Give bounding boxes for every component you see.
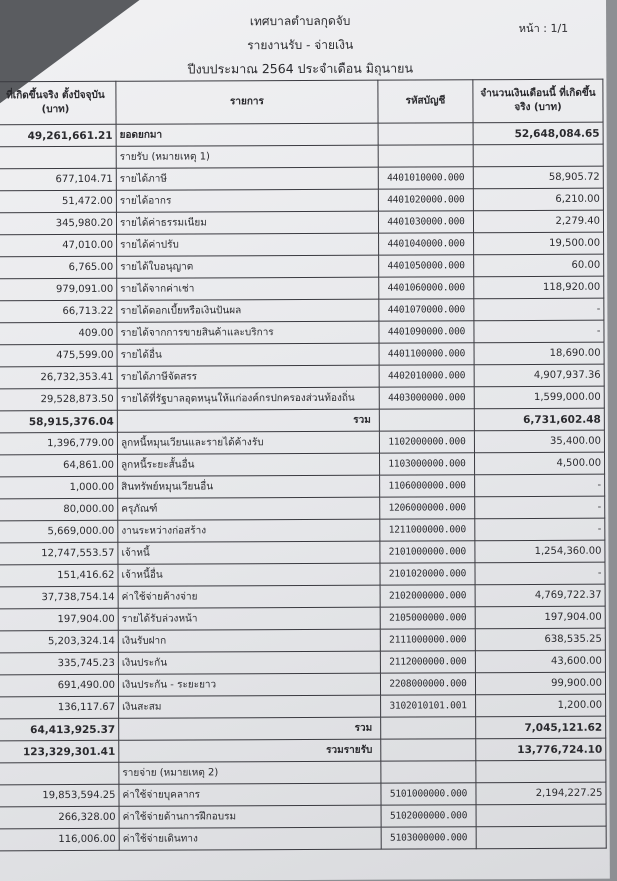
cell-item: ยอดยกมา	[116, 123, 378, 146]
cell-account-code: 3102010101.001	[381, 695, 476, 717]
cell-item: รายรับ (หมายเหตุ 1)	[116, 145, 378, 168]
cell-account-code: 1106000000.000	[380, 475, 475, 497]
cell-actual-ytd: 12,747,553.57	[0, 542, 118, 565]
cell-actual-month: 1,200.00	[476, 694, 606, 717]
cell-total-label: รวมรายรับ	[119, 739, 381, 762]
cell-actual-ytd: 47,010.00	[0, 234, 117, 257]
cell-total-label: รวม	[119, 717, 381, 740]
cell-actual-ytd: 66,713.22	[0, 300, 117, 323]
cell-actual-month: 13,776,724.10	[476, 738, 606, 761]
cell-item: รายได้ภาษีจัดสรร	[117, 365, 379, 388]
table-row	[0, 738, 606, 763]
table-row	[0, 716, 606, 741]
table-row	[0, 540, 605, 565]
cell-item: รายได้ใบอนุญาต	[117, 255, 379, 278]
cell-actual-month: 99,900.00	[475, 672, 605, 695]
cell-account-code: 4402010000.000	[379, 365, 474, 387]
cell-actual-ytd: 58,915,376.04	[0, 410, 117, 433]
cell-item: เงินสะสม	[119, 695, 381, 718]
cell-account-code: 4401050000.000	[379, 255, 474, 277]
table-row	[0, 408, 604, 433]
cell-actual-ytd: 197,904.00	[0, 608, 118, 631]
cell-actual-ytd: 1,000.00	[0, 476, 118, 499]
cell-account-code: 4401020000.000	[378, 189, 473, 211]
cell-account-code: 4401040000.000	[379, 233, 474, 255]
table-row	[0, 166, 603, 191]
table-row	[0, 474, 605, 499]
cell-actual-ytd: 409.00	[0, 322, 117, 345]
cell-account-code: 2105000000.000	[380, 607, 475, 629]
cell-actual-month: 58,905.72	[473, 166, 603, 189]
table-row	[0, 364, 604, 389]
cell-item: รายได้ค่าปรับ	[117, 233, 379, 256]
cell-actual-ytd: 64,861.00	[0, 454, 118, 477]
cell-account-code	[378, 123, 473, 145]
cell-account-code: 2102000000.000	[380, 585, 475, 607]
cell-account-code: 4403000000.000	[379, 387, 474, 409]
cell-actual-ytd: 475,599.00	[0, 344, 117, 367]
cell-account-code: 1102000000.000	[379, 431, 474, 453]
cell-actual-month: 118,920.00	[474, 276, 604, 299]
cell-account-code: 2101020000.000	[380, 563, 475, 585]
cell-actual-ytd: 26,732,353.41	[0, 366, 117, 389]
cell-actual-month	[476, 804, 606, 827]
table-row	[0, 518, 605, 543]
cell-actual-month: 197,904.00	[475, 606, 605, 629]
cell-actual-ytd: 677,104.71	[0, 168, 116, 191]
cell-item: รายได้ที่รัฐบาลอุดหนุนให้แก่องค์กรปกครองส่วนท้องถิ่น	[117, 387, 379, 410]
cell-actual-ytd: 51,472.00	[0, 190, 116, 213]
cell-actual-ytd: 123,329,301.41	[0, 740, 119, 763]
cell-actual-month	[476, 826, 606, 849]
table-row	[0, 254, 604, 279]
cell-actual-month	[476, 760, 606, 783]
cell-actual-month: 60.00	[474, 254, 604, 277]
cell-item: ครุภัณฑ์	[118, 497, 380, 520]
col-header-actual-month: จำนวนเงินเดือนนี้ ที่เกิดขึ้นจริง (บาท)	[473, 79, 603, 123]
cell-actual-month	[473, 144, 603, 167]
cell-actual-month: 6,210.00	[473, 188, 603, 211]
cell-account-code: 1103000000.000	[379, 453, 474, 475]
cell-account-code: 4401030000.000	[378, 211, 473, 233]
cell-actual-ytd: 37,738,754.14	[0, 586, 118, 609]
ledger-header-row	[0, 79, 603, 125]
cell-item: รายจ่าย (หมายเหตุ 2)	[119, 761, 381, 784]
cell-account-code: 2208000000.000	[380, 673, 475, 695]
cell-item: เงินรับฝาก	[118, 629, 380, 652]
cell-item: ค่าใช้จ่ายค้างจ่าย	[118, 585, 380, 608]
cell-actual-month: 4,769,722.37	[475, 584, 605, 607]
cell-item: ลูกหนี้ระยะสั้นอื่น	[117, 453, 379, 476]
table-row	[0, 386, 604, 411]
cell-total-label: รวม	[117, 409, 379, 432]
cell-actual-month: -	[474, 320, 604, 343]
cell-actual-ytd: 116,006.00	[0, 828, 119, 851]
table-row	[0, 496, 605, 521]
col-header-item: รายการ	[116, 80, 378, 124]
table-row	[0, 760, 606, 785]
cell-actual-month: 6,731,602.48	[474, 408, 604, 431]
cell-account-code	[381, 717, 476, 739]
cell-account-code: 4401060000.000	[379, 277, 474, 299]
cell-item: รายได้ดอกเบี้ยหรือเงินปันผล	[117, 299, 379, 322]
cell-account-code: 4401090000.000	[379, 321, 474, 343]
cell-actual-ytd: 345,980.20	[0, 212, 117, 235]
cell-actual-ytd	[0, 146, 116, 169]
ledger-body	[0, 122, 606, 851]
cell-actual-month: -	[475, 496, 605, 519]
cell-actual-month: 19,500.00	[474, 232, 604, 255]
cell-actual-ytd: 136,117.67	[0, 696, 119, 719]
cell-actual-month: 4,500.00	[474, 452, 604, 475]
cell-actual-month: -	[475, 474, 605, 497]
page-number: หน้า : 1/1	[518, 21, 569, 36]
cell-item: ค่าใช้จ่ายด้านการฝึกอบรม	[119, 805, 381, 828]
table-row	[0, 650, 605, 675]
cell-actual-ytd: 1,396,779.00	[0, 432, 117, 455]
cell-actual-month: 1,599,000.00	[474, 386, 604, 409]
cell-actual-ytd: 29,528,873.50	[0, 388, 117, 411]
table-row	[0, 122, 603, 147]
cell-actual-month: 638,535.25	[475, 628, 605, 651]
cell-account-code: 5103000000.000	[381, 827, 476, 849]
table-row	[0, 430, 604, 455]
cell-account-code: 1206000000.000	[380, 497, 475, 519]
cell-actual-ytd: 19,853,594.25	[0, 784, 119, 807]
cell-item: ค่าใช้จ่ายบุคลากร	[119, 783, 381, 806]
cell-actual-month: 2,279.40	[473, 210, 603, 233]
cell-item: รายได้จากค่าเช่า	[117, 277, 379, 300]
cell-actual-month: -	[474, 298, 604, 321]
table-row	[0, 144, 603, 169]
table-row	[0, 276, 604, 301]
cell-actual-ytd: 64,413,925.37	[0, 718, 119, 741]
cell-actual-ytd: 80,000.00	[0, 498, 118, 521]
table-row	[0, 826, 606, 851]
cell-actual-ytd: 6,765.00	[0, 256, 117, 279]
cell-account-code: 2111000000.000	[380, 629, 475, 651]
table-row	[0, 804, 606, 829]
table-row	[0, 232, 604, 257]
cell-account-code	[381, 761, 476, 783]
cell-actual-month: 52,648,084.65	[473, 122, 603, 145]
cell-account-code: 1211000000.000	[380, 519, 475, 541]
table-row	[0, 320, 604, 345]
table-row	[0, 298, 604, 323]
cell-account-code: 4401070000.000	[379, 299, 474, 321]
cell-account-code	[379, 409, 474, 431]
cell-actual-ytd: 691,490.00	[0, 674, 119, 697]
cell-item: รายได้รับล่วงหน้า	[118, 607, 380, 630]
table-row	[0, 562, 605, 587]
cell-item: เงินประกัน	[118, 651, 380, 674]
table-row	[0, 210, 604, 235]
table-row	[0, 694, 606, 719]
cell-account-code: 2112000000.000	[380, 651, 475, 673]
col-header-actual-ytd: ที่เกิดขึ้นจริง ตั้งปัจจุบัน (บาท)	[0, 81, 116, 125]
cell-item: ลูกหนี้หมุนเวียนและรายได้ค้างรับ	[117, 431, 379, 454]
cell-actual-ytd	[0, 762, 119, 785]
cell-actual-month: 2,194,227.25	[476, 782, 606, 805]
ledger-table	[0, 79, 607, 852]
cell-item: เงินประกัน - ระยะยาว	[118, 673, 380, 696]
cell-account-code: 4401010000.000	[378, 167, 473, 189]
cell-actual-month: 4,907,937.36	[474, 364, 604, 387]
table-row	[0, 672, 606, 697]
cell-account-code: 2101000000.000	[380, 541, 475, 563]
col-header-account-code: รหัสบัญชี	[378, 80, 473, 123]
cell-item: รายได้อากร	[116, 189, 378, 212]
cell-item: งานระหว่างก่อสร้าง	[118, 519, 380, 542]
cell-actual-ytd: 266,328.00	[0, 806, 119, 829]
cell-actual-ytd: 979,091.00	[0, 278, 117, 301]
table-row	[0, 188, 603, 213]
table-row	[0, 782, 606, 807]
cell-account-code: 4401100000.000	[379, 343, 474, 365]
cell-account-code	[378, 145, 473, 167]
cell-actual-ytd: 5,203,324.14	[0, 630, 118, 653]
cell-actual-month: 1,254,360.00	[475, 540, 605, 563]
cell-item: สินทรัพย์หมุนเวียนอื่น	[118, 475, 380, 498]
cell-actual-ytd: 5,669,000.00	[0, 520, 118, 543]
cell-account-code	[381, 739, 476, 761]
cell-item: รายได้ภาษี	[116, 167, 378, 190]
cell-actual-month: 7,045,121.62	[476, 716, 606, 739]
cell-actual-ytd: 335,745.23	[0, 652, 118, 675]
table-row	[0, 584, 605, 609]
report-period: ปีงบประมาณ 2564 ประจำเดือน มิถุนายน	[187, 60, 414, 77]
cell-actual-month: 35,400.00	[474, 430, 604, 453]
table-row	[0, 606, 605, 631]
cell-item: เจ้าหนี้	[118, 541, 380, 564]
cell-account-code: 5101000000.000	[381, 783, 476, 805]
cell-account-code: 5102000000.000	[381, 805, 476, 827]
cell-actual-month: 18,690.00	[474, 342, 604, 365]
cell-item: รายได้อื่น	[117, 343, 379, 366]
table-row	[0, 452, 605, 477]
cell-actual-ytd: 151,416.62	[0, 564, 118, 587]
cell-item: รายได้จากการขายสินค้าและบริการ	[117, 321, 379, 344]
cell-actual-month: -	[475, 562, 605, 585]
cell-item: ค่าใช้จ่ายเดินทาง	[119, 827, 381, 850]
report-title: รายงานรับ - จ่ายเงิน	[247, 37, 354, 53]
table-row	[0, 628, 605, 653]
table-row	[0, 342, 604, 367]
cell-item: เจ้าหนี้อื่น	[118, 563, 380, 586]
organization-name: เทศบาลตำบลกุดจับ	[249, 13, 351, 29]
cell-actual-month: 43,600.00	[475, 650, 605, 673]
cell-actual-month: -	[475, 518, 605, 541]
cell-actual-ytd: 49,261,661.21	[0, 124, 116, 147]
cell-item: รายได้ค่าธรรมเนียม	[116, 211, 378, 234]
